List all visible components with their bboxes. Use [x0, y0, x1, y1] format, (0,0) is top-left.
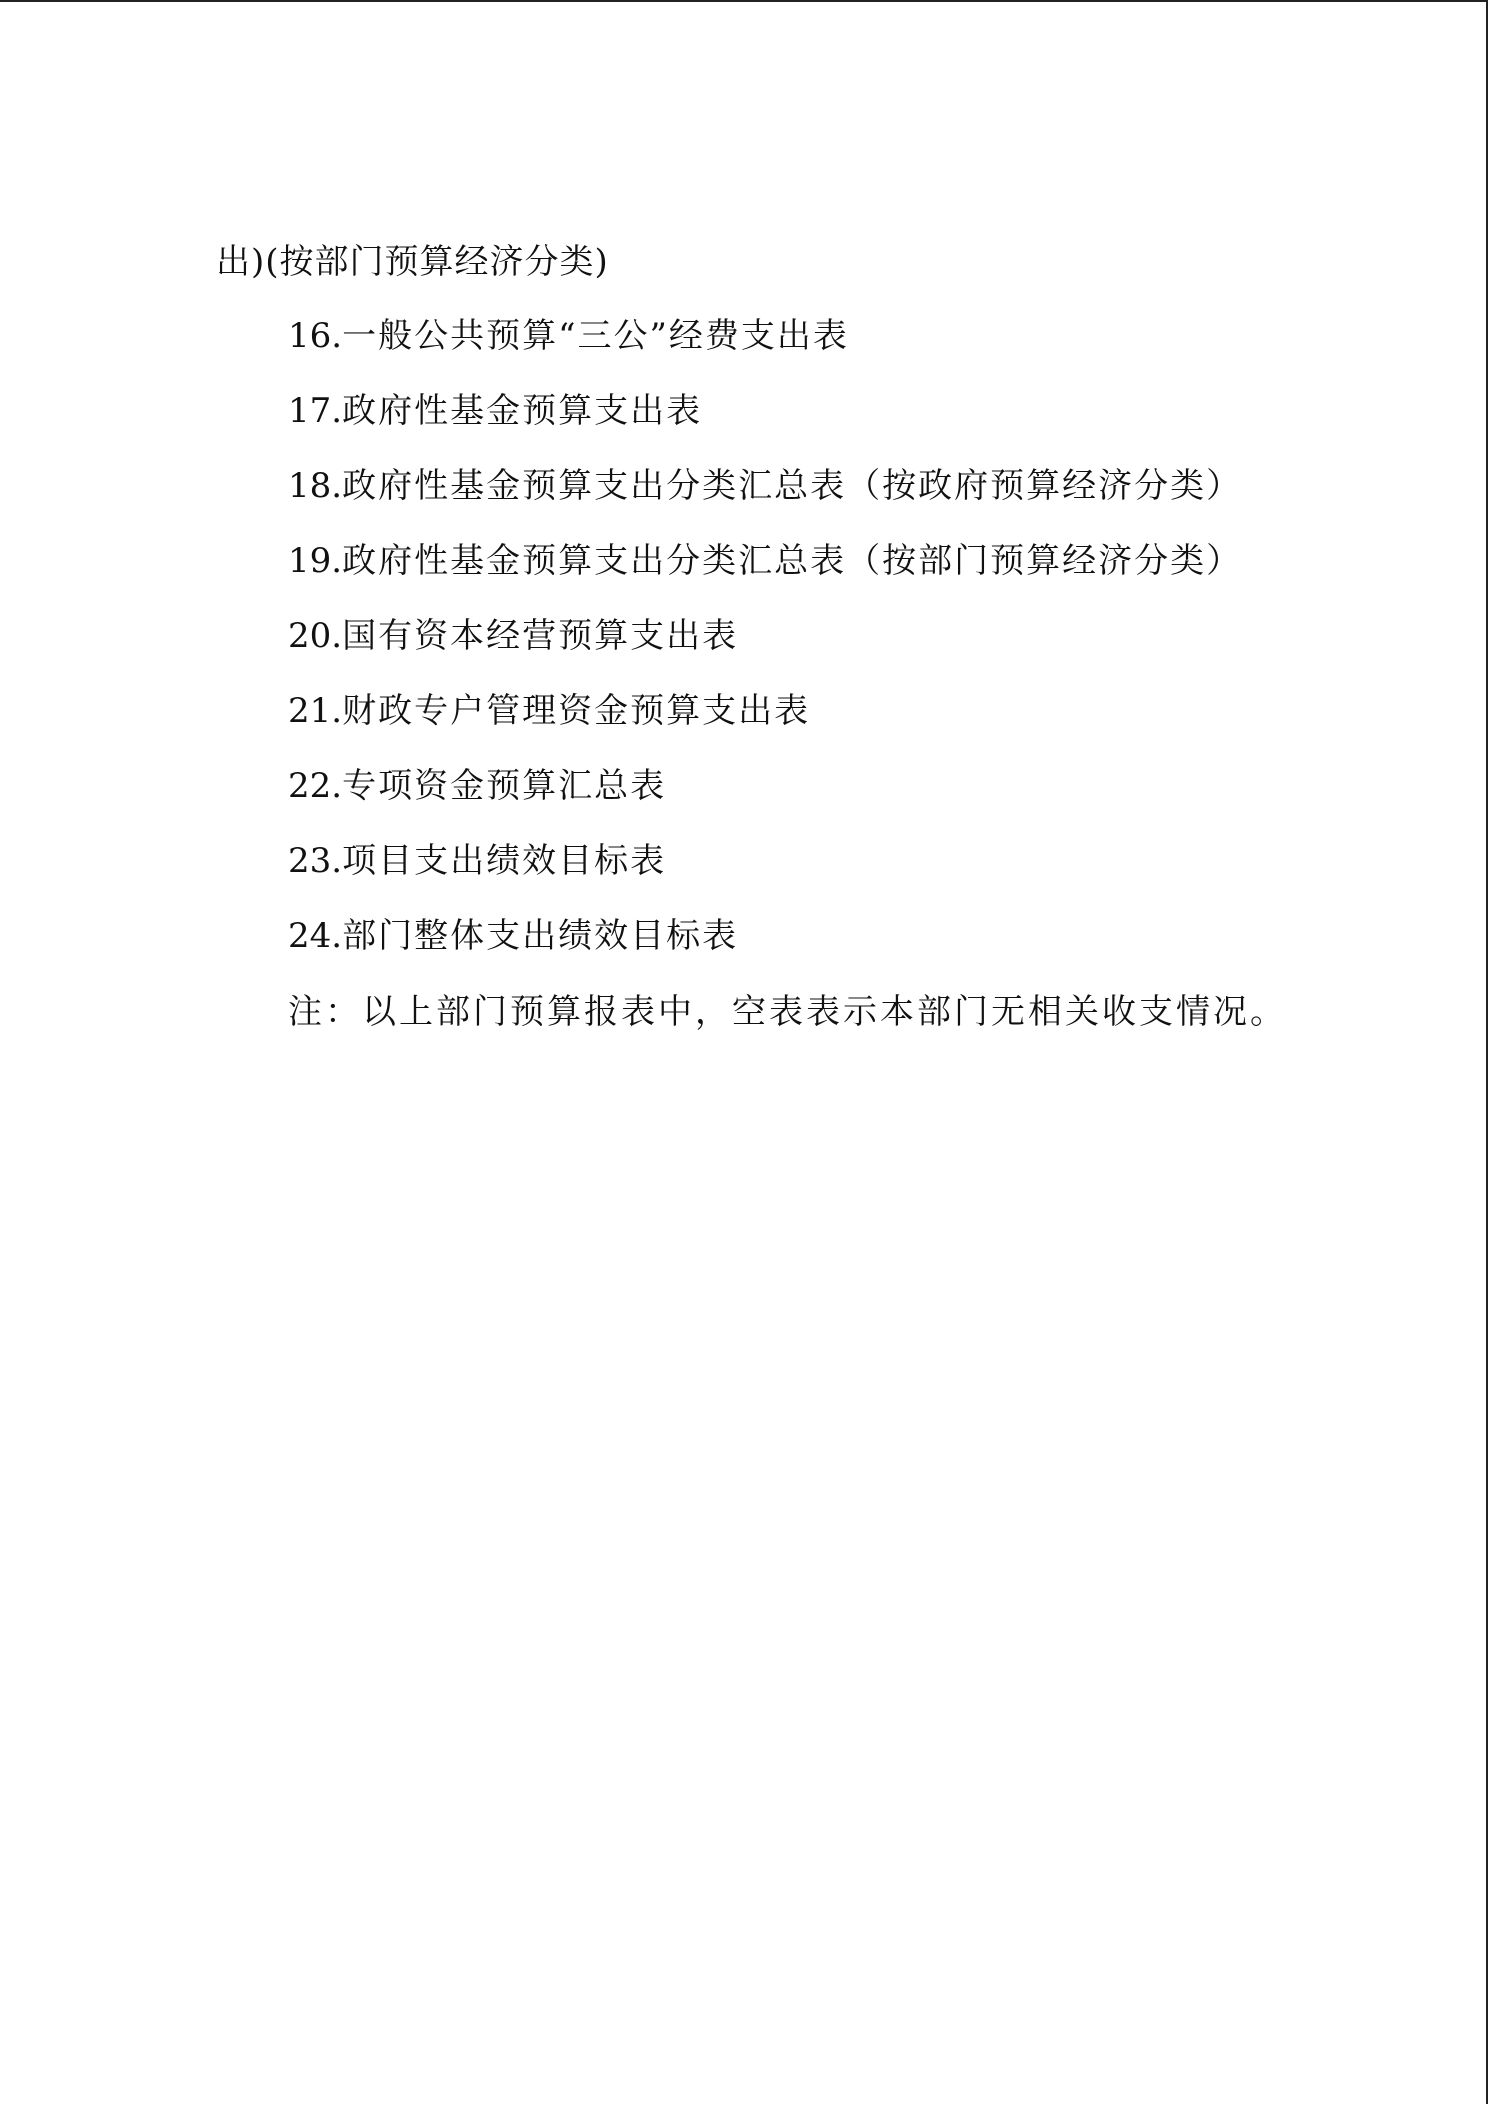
item-number: 20. — [288, 616, 343, 656]
item-number: 23. — [288, 841, 343, 881]
note-paragraph: 注：以上部门预算报表中，空表表示本部门无相关收支情况。 — [288, 992, 1287, 1032]
item-text: 项目支出绩效目标表 — [342, 841, 667, 881]
item-number: 21. — [288, 691, 343, 731]
list-item-17 — [288, 391, 702, 431]
item-number: 16. — [288, 316, 343, 356]
list-item-22 — [288, 766, 666, 806]
list-item-20 — [288, 616, 738, 656]
item-text: 部门整体支出绩效目标表 — [342, 916, 739, 956]
item-number: 22. — [288, 766, 343, 806]
item-number: 19. — [288, 541, 343, 581]
item-text: 政府性基金预算支出分类汇总表（按部门预算经济分类） — [342, 541, 1243, 581]
list-item-16 — [288, 316, 849, 356]
item-number: 24. — [288, 916, 343, 956]
page-content — [0, 2, 1488, 2106]
item-text: 专项资金预算汇总表 — [342, 766, 667, 806]
list-item-19 — [288, 541, 1242, 581]
list-item-23 — [288, 841, 666, 881]
item-text: 国有资本经营预算支出表 — [342, 616, 739, 656]
continuation-line: 出)(按部门预算经济分类) — [216, 242, 609, 282]
item-number: 17. — [288, 391, 343, 431]
item-text: 财政专户管理资金预算支出表 — [342, 691, 811, 731]
item-text: 政府性基金预算支出表 — [342, 391, 703, 431]
list-item-18 — [288, 466, 1242, 506]
item-text: 政府性基金预算支出分类汇总表（按政府预算经济分类） — [342, 466, 1243, 506]
item-number: 18. — [288, 466, 343, 506]
item-text: 一般公共预算“三公”经费支出表 — [342, 316, 849, 356]
list-item-21 — [288, 691, 810, 731]
list-item-24 — [288, 916, 738, 956]
